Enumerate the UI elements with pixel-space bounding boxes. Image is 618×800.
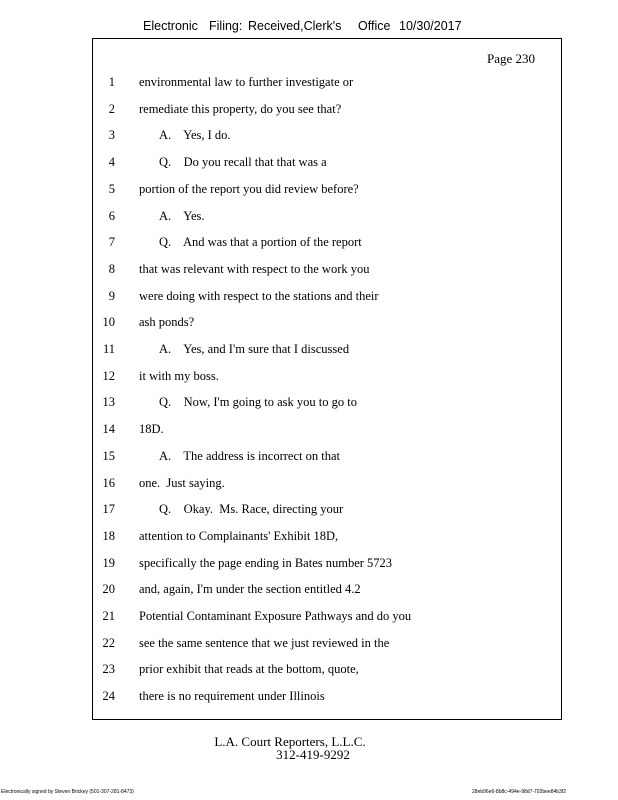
line-text: there is no requirement under Illinois: [139, 689, 325, 704]
transcript-line: [93, 449, 561, 469]
line-number: 22: [102, 635, 115, 650]
line-number: 17: [102, 502, 115, 517]
transcript-line: [93, 476, 561, 496]
transcript-line: [93, 395, 561, 415]
line-text: A. Yes, and I'm sure that I discussed: [159, 342, 350, 356]
line-number: 10: [102, 315, 115, 330]
line-number: 23: [102, 662, 115, 677]
transcript-line: [93, 662, 561, 682]
page-number: Page 230: [486, 51, 535, 66]
line-number: 19: [102, 555, 115, 570]
transcript-line: [93, 556, 561, 576]
line-number: 6: [108, 208, 115, 223]
transcript-line: [93, 182, 561, 202]
line-text: A. Yes, I do.: [159, 128, 231, 143]
transcript-line: [93, 609, 561, 629]
line-text: specifically the page ending in Bates number 5723: [139, 555, 393, 570]
line-text: Q. Now, I'm going to ask you to go to: [159, 395, 357, 410]
line-number: 18: [102, 528, 115, 543]
line-number: 15: [102, 448, 115, 463]
line-text: ash ponds?: [139, 315, 195, 330]
court-reporter-phone: 312-419-9292: [276, 747, 350, 762]
filing-word-filing: Filing:: [209, 19, 243, 33]
line-number: 13: [102, 395, 115, 410]
transcript-line: [93, 502, 561, 522]
line-text: and, again, I'm under the section entitled 4.2: [139, 582, 361, 597]
line-text: A. Yes.: [159, 208, 205, 223]
court-reporter-name: L.A. Court Reporters, L.L.C.: [214, 734, 366, 749]
line-number: 21: [102, 609, 115, 623]
line-text: 18D.: [139, 422, 164, 437]
line-number: 9: [108, 288, 115, 303]
line-text: prior exhibit that reads at the bottom, quote,: [139, 662, 359, 677]
transcript-line: [93, 155, 561, 175]
line-text: A. The address is incorrect on that: [159, 448, 340, 463]
line-text: environmental law to further investigate or: [139, 75, 354, 89]
line-text: portion of the report you did review before?: [139, 181, 359, 196]
line-number: 16: [102, 475, 115, 490]
line-number: 7: [108, 235, 115, 250]
transcript-line: [93, 422, 561, 442]
line-number: 24: [102, 689, 115, 704]
line-text: were doing with respect to the stations and their: [139, 288, 379, 303]
line-text: one. Just saying.: [139, 475, 225, 490]
line-number: 5: [108, 181, 115, 196]
transcript-line: [93, 262, 561, 282]
transcript-line: [93, 235, 561, 255]
line-number: 20: [102, 582, 115, 597]
line-number: 14: [102, 422, 115, 437]
line-number: 4: [108, 155, 115, 170]
line-text: Q. Do you recall that that was a: [159, 155, 327, 170]
line-text: Potential Contaminant Exposure Pathways and do you: [139, 609, 412, 623]
transcript-line: [93, 209, 561, 229]
filing-word-electronic: Electronic: [143, 19, 198, 33]
line-number: 12: [102, 368, 115, 383]
transcript-line: [93, 102, 561, 122]
transcript-line: [93, 128, 561, 148]
document-hash: 28eb96e6-8b8c-494e-98d7-702bee84b3f2: [472, 789, 566, 795]
line-number: 11: [102, 342, 115, 356]
line-text: it with my boss.: [139, 368, 219, 383]
line-text: remediate this property, do you see that?: [139, 101, 342, 116]
filing-word-office: Office: [358, 19, 391, 33]
line-text: see the same sentence that we just reviewed in the: [139, 635, 390, 650]
transcript-page: [92, 38, 562, 720]
transcript-line: [93, 529, 561, 549]
filing-word-received: Received,Clerk's: [248, 19, 342, 33]
transcript-line: [93, 582, 561, 602]
transcript-line: [93, 289, 561, 309]
line-number: 8: [108, 261, 115, 276]
line-text: Q. And was that a portion of the report: [159, 235, 362, 250]
transcript-line: [93, 342, 561, 362]
transcript-line: [93, 636, 561, 656]
line-number: 1: [108, 75, 115, 89]
transcript-line: [93, 689, 561, 709]
filing-date: 10/30/2017: [399, 19, 462, 33]
transcript-line: [93, 369, 561, 389]
line-number: 2: [108, 101, 115, 116]
transcript-line: [93, 75, 561, 95]
line-text: attention to Complainants' Exhibit 18D,: [139, 528, 339, 543]
line-number: 3: [108, 128, 115, 143]
filing-stamp-header: [0, 19, 618, 37]
transcript-line: [93, 315, 561, 335]
electronic-signature: Electronically signed by Steven Brickey (501-307-281-8473): [1, 789, 134, 795]
line-text: Q. Okay. Ms. Race, directing your: [159, 502, 344, 517]
line-text: that was relevant with respect to the work you: [139, 261, 370, 276]
